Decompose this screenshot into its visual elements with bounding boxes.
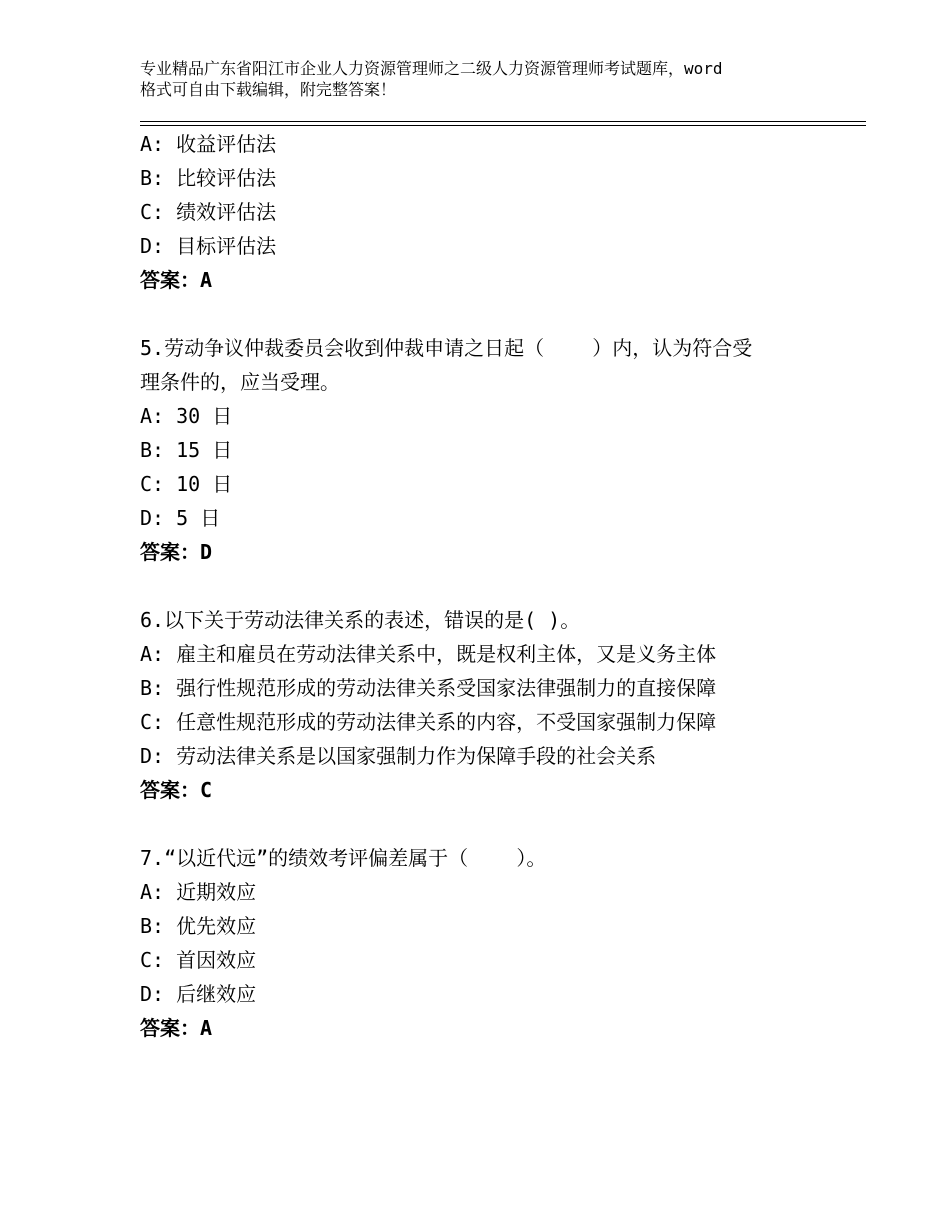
question-block-prev [140,127,866,297]
answer-line: 答案：C [140,778,213,802]
option-a: A: 收益评估法 [140,132,277,156]
question-block-5 [140,331,866,569]
option-b: B: 优先效应 [140,914,257,938]
answer-line: 答案：A [140,1016,213,1040]
option-c: C: 首因效应 [140,948,257,972]
spacer [140,569,866,603]
question-block-6 [140,603,866,807]
option-a: A: 近期效应 [140,880,257,904]
question-stem-line-1: 6.以下关于劳动法律关系的表述，错误的是( )。 [140,608,581,632]
question-stem-line-1: 5.劳动争议仲裁委员会收到仲裁申请之日起（ ）内，认为符合受 [140,336,753,360]
header-line-1: 专业精品广东省阳江市企业人力资源管理师之二级人力资源管理师考试题库，word [140,59,723,78]
spacer [140,807,866,841]
option-c: C: 10 日 [140,472,233,496]
question-stem-line-2: 理条件的，应当受理。 [140,370,340,394]
option-b: B: 强行性规范形成的劳动法律关系受国家法律强制力的直接保障 [140,676,717,700]
header-divider-top [140,121,866,122]
option-b: B: 比较评估法 [140,166,277,190]
question-stem-line-1: 7.“以近代远”的绩效考评偏差属于（ ）。 [140,846,547,870]
header-divider-bottom [140,125,866,126]
document-header [140,58,840,100]
option-d: D: 后继效应 [140,982,257,1006]
option-c: C: 任意性规范形成的劳动法律关系的内容，不受国家强制力保障 [140,710,717,734]
header-line-2: 格式可自由下载编辑，附完整答案！ [140,80,397,99]
document-body [140,127,866,1045]
option-d: D: 劳动法律关系是以国家强制力作为保障手段的社会关系 [140,744,657,768]
spacer [140,297,866,331]
question-block-7 [140,841,866,1045]
answer-line: 答案：D [140,540,213,564]
option-c: C: 绩效评估法 [140,200,277,224]
option-b: B: 15 日 [140,438,233,462]
answer-line: 答案：A [140,268,213,292]
option-d: D: 5 日 [140,506,221,530]
option-a: A: 雇主和雇员在劳动法律关系中，既是权利主体，又是义务主体 [140,642,717,666]
option-a: A: 30 日 [140,404,233,428]
option-d: D: 目标评估法 [140,234,277,258]
